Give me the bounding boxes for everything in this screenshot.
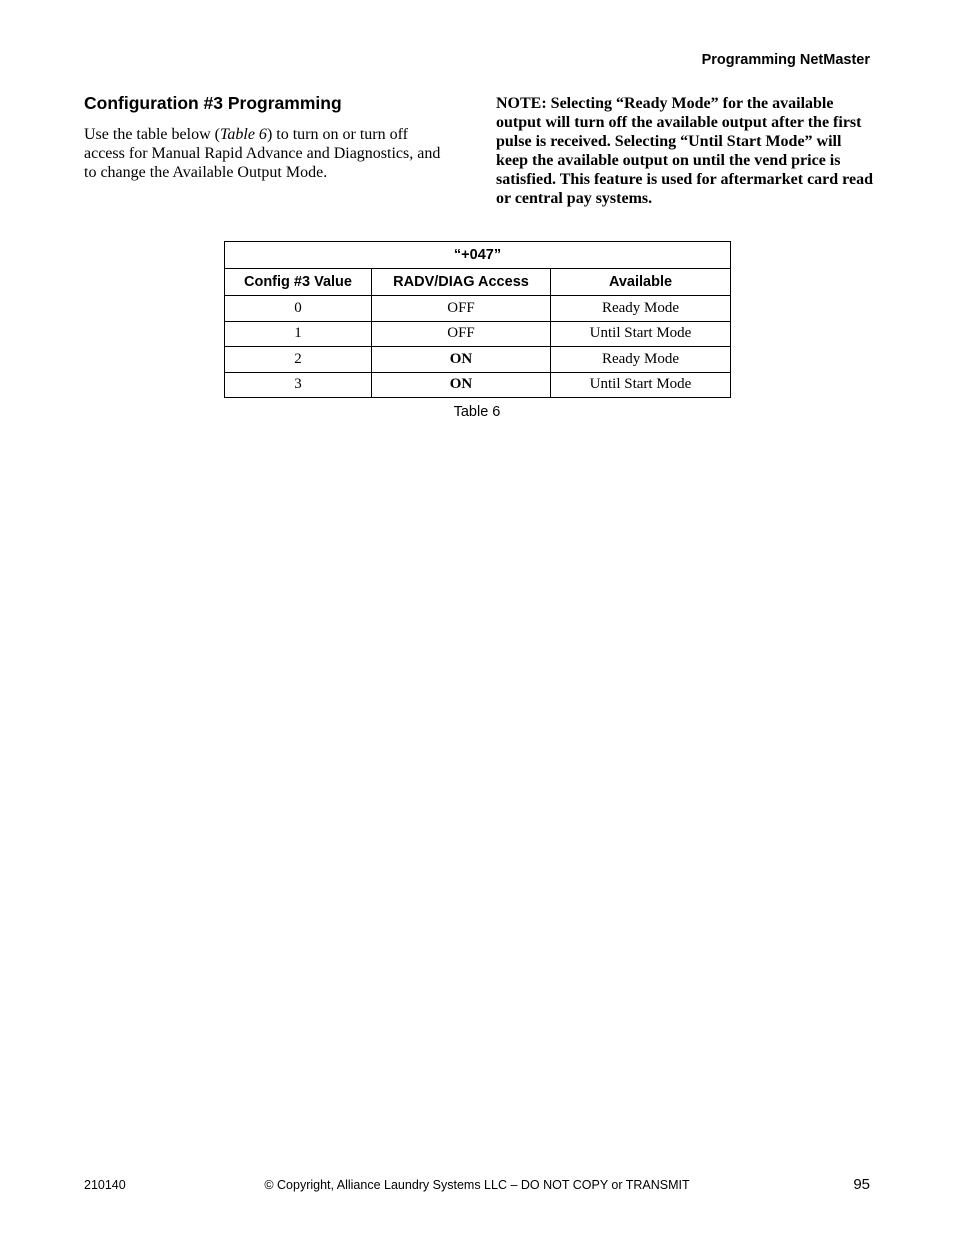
available-cell: Until Start Mode xyxy=(551,321,731,347)
access-cell: ON xyxy=(372,347,551,373)
table-row xyxy=(225,372,731,398)
table-row xyxy=(225,296,731,322)
column-header-config-value: Config #3 Value xyxy=(225,269,372,296)
running-header: Programming NetMaster xyxy=(701,52,870,68)
table-row xyxy=(225,347,731,373)
access-cell: OFF xyxy=(372,296,551,322)
table-reference-link: Table 6 xyxy=(219,126,267,143)
column-header-available: Available xyxy=(551,269,731,296)
document-number: 210140 xyxy=(84,1178,126,1192)
section-title: Configuration #3 Programming xyxy=(84,93,342,113)
intro-text-start: Use the table below ( xyxy=(84,126,220,143)
table-row xyxy=(225,321,731,347)
available-cell: Ready Mode xyxy=(551,347,731,373)
config-table xyxy=(224,241,731,398)
config-value-cell: 3 xyxy=(225,372,372,398)
table-caption: Table 6 xyxy=(453,404,501,420)
copyright-notice: © Copyright, Alliance Laundry Systems LLC – DO NOT COPY or TRANSMIT xyxy=(264,1178,690,1192)
config-value-cell: 2 xyxy=(225,347,372,373)
page-number: 95 xyxy=(853,1176,870,1193)
table-code-cell: “+047” xyxy=(225,242,731,269)
intro-text-end: ) to turn on or turn off access for Manual Rapid Advance and Diagnostics, and to change the Available Output Mode. xyxy=(84,126,441,181)
column-header-radv-diag-access: RADV/DIAG Access xyxy=(372,269,551,296)
config-value-cell: 1 xyxy=(225,321,372,347)
config-value-cell: 0 xyxy=(225,296,372,322)
intro-paragraph xyxy=(84,125,452,182)
note-paragraph: NOTE: Selecting “Ready Mode” for the available output will turn off the available output after the first pulse is received. Selecting “Until Start Mode” will keep the available output on until the vend price is satisfied. This feature is used for aftermarket card read or central pay systems. xyxy=(496,95,873,207)
access-cell: OFF xyxy=(372,321,551,347)
table-header-row xyxy=(225,269,731,296)
available-cell: Until Start Mode xyxy=(551,372,731,398)
available-cell: Ready Mode xyxy=(551,296,731,322)
access-cell: ON xyxy=(372,372,551,398)
table-code-row xyxy=(225,242,731,269)
